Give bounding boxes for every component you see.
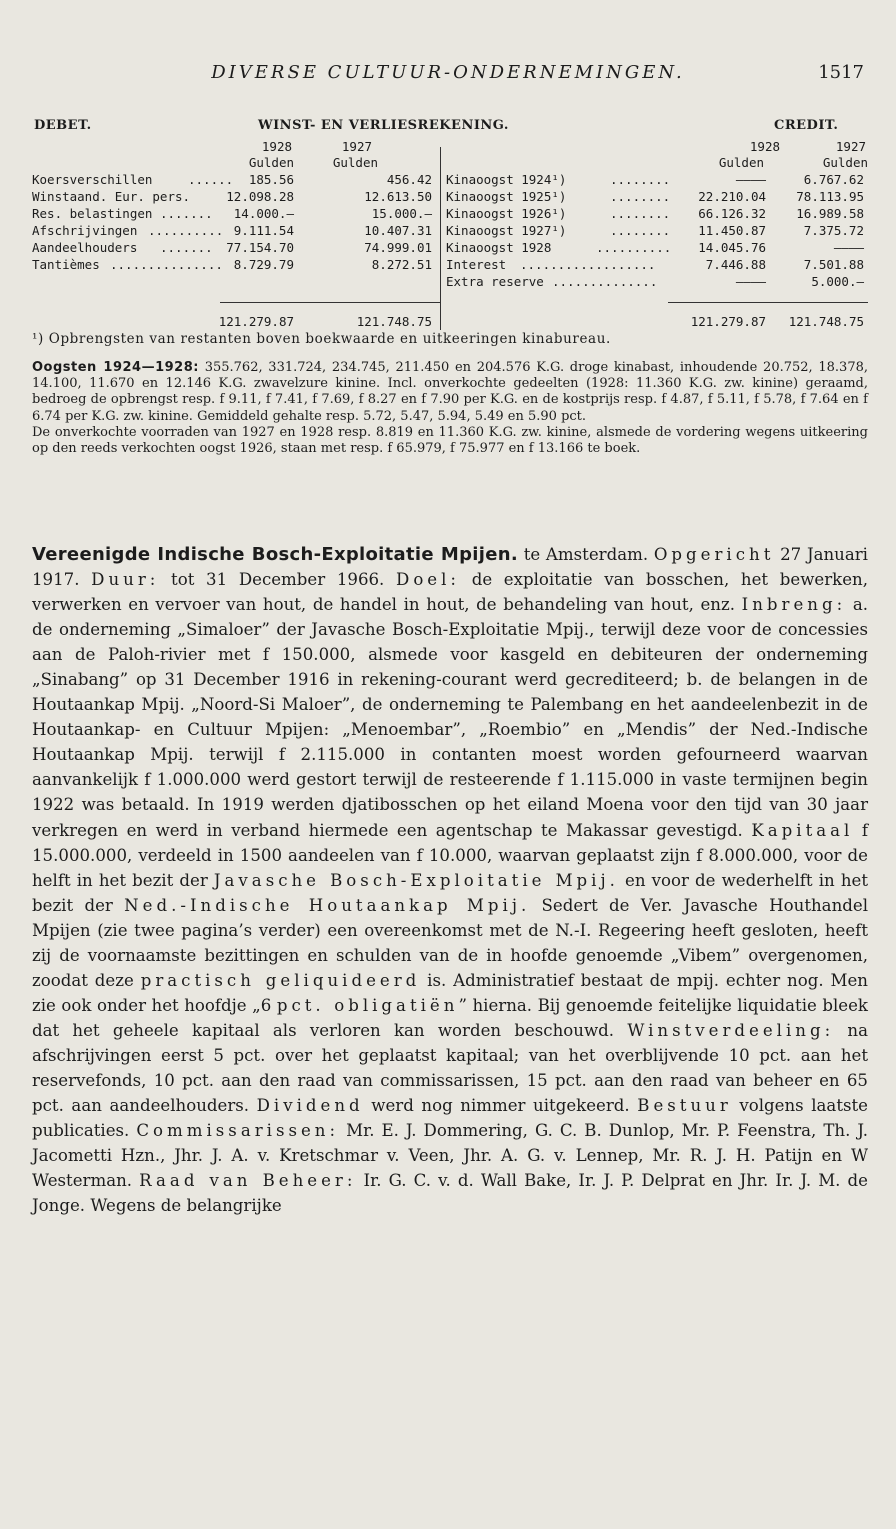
- year-header-row: 1928 1927 1928 1927: [261, 139, 866, 154]
- harvest-heading: Oogsten 1924—1928:: [32, 360, 199, 375]
- unit-header-row: Gulden Gulden Gulden Gulden: [248, 155, 868, 170]
- table-row: Extra reserve .............. ———— 5.000.—: [446, 274, 864, 289]
- debet-label: DEBET.: [34, 118, 92, 133]
- table-row: Koersverschillen ...... 185.56 456.42 Kinaoogst 1924¹) ........ ———— 6.767.62: [32, 172, 864, 187]
- table-row: Winstaand. Eur. pers. 12.098.28 12.613.50 Kinaoogst 1925¹) ........ 22.210.04 78.113.95: [32, 189, 864, 204]
- table-row: Tantièmes ............... 8.729.79 8.272.51 Interest .................. 7.446.88 7.501.88: [32, 257, 864, 272]
- company-paragraph: Vereenigde Indische Bosch-Exploitatie Mpijen. te Amsterdam. Opgericht 27 Januari 1917. Duur: tot 31 December 1966. Doel: de exploitatie van bosschen, het bewerken, verwerken en vervoer van hout, de handel in hout, de behandeling van hout, enz. Inbreng: a. de onderneming „Simaloer” der Javasche Bosch-Exploitatie Mpij., terwijl deze voor de concessies aan de Paloh-rivier met f 150.000, alsmede voor kasgeld en debiteuren der onderneming „Sinabang” op 31 December 1916 in rekening-courant werd gecrediteerd; b. de belangen in de Houtaankap Mpij. „Noord-Si Maloer”, de onderneming te Palembang en het aandeelenbezit in de Houtaankap- en Cultuur Mpijen: „Menoembar”, „Roembio” en „Mendis” der Ned.-Indische Houtaankap Mpij. terwijl f 2.115.000 in contanten moest worden gefourneerd waarvan aanvankelijk f 1.000.000 werd gestort terwijl de resteerende f 1.115.000 in vaste termijnen begin 1922 was betaald. In 1919 werden djatibosschen op het eiland Moena voor den tijd van 30 jaar verkregen en werd in verband hiermede een agentschap te Makassar gevestigd. Kapitaal f 15.000.000, verdeeld in 1500 aandeelen van f 10.000, waarvan geplaatst zijn f 8.000.000, voor de helft in het bezit der Javasche Bosch-Exploitatie Mpij. en voor de wederhelft in het bezit der Ned.-Indische Houtaankap Mpij. Sedert de Ver. Javasche Houthandel Mpijen (zie twee pagina’s verder) een overeenkomst met de N.-I. Regeering heeft gesloten, heeft zij de voornaamste bezittingen en schulden van de in hoofde genoemde „Vibem” overgenomen, zoodat deze practisch geliquideerd is. Administratief bestaat de mpij. echter nog. Men zie ook onder het hoofdje „6 pct. obligatiën” hierna. Bij genoemde feitelijke liquidatie bleek dat het geheele kapitaal als verloren kan worden beschouwd. Winstverdeeling: na afschrijvingen eerst 5 pct. over het geplaatst kapitaal; van het overblijvende 10 pct. aan het reservefonds, 10 pct. aan den raad van commissarissen, 15 pct. aan den raad van beheer en 65 pct. aan aandeelhouders. Dividend werd nog nimmer uitgekeerd. Bestuur volgens laatste publicaties. Commissarissen: Mr. E. J. Dommering, G. C. B. Dunlop, Mr. P. Feenstra, Th. J. Jacometti Hzn., Jhr. J. A. v. Kretschmar v. Veen, Jhr. A. G. v. Lennep, Mr. R. J. H. Patijn en W Westerman. Raad van Beheer: Ir. G. C. v. d. Wall Bake, Ir. J. P. Delprat en Jhr. Ir. J. M. de Jonge. Wegens de belangrijke: [32, 544, 869, 1216]
- table-row: Aandeelhouders ....... 77.154.70 74.999.01 Kinaoogst 1928 .......... 14.045.76 ————: [32, 240, 864, 255]
- page-number: 1517: [818, 62, 864, 83]
- stock-paragraph: De onverkochte voorraden van 1927 en 1928 resp. 8.819 en 11.360 K.G. zw. kinine, alsmede de vordering wegens uitkeering op den reeds verkochten oogst 1926, staan met resp. f 65.979, f 75.977 en f 13.166 te boek.: [32, 424, 868, 457]
- table-footnote: ¹) Opbrengsten van restanten boven boekwaarde en uitkeeringen kinabureau.: [32, 331, 611, 347]
- running-header: [0, 62, 896, 86]
- table-row: Res. belastingen ....... 14.000.— 15.000.— Kinaoogst 1926¹) ........ 66.126.32 16.989.58: [32, 206, 864, 221]
- totals-row: 121.279.87 121.748.75 121.279.87 121.748.75: [218, 314, 864, 329]
- running-title: DIVERSE CULTUUR-ONDERNEMINGEN.: [211, 62, 685, 83]
- account-headings: [0, 118, 896, 138]
- harvest-paragraph: Oogsten 1924—1928: 355.762, 331.724, 234.745, 211.450 en 204.576 K.G. droge kinabast, inhoudende 20.752, 18.378, 14.100, 11.670 en 12.146 K.G. zwavelzure kinine. Incl. onverkochte gedeelten (1928: 11.360 K.G. zw. kinine) geraamd, bedroeg de opbrengst resp. f 9.11, f 7.41, f 7.69, f 8.27 en f 7.90 per K.G. en de kostprijs resp. f 4.87, f 5.11, f 5.78, f 7.64 en f 6.74 per K.G. zw. kinine. Gemiddeld gehalte resp. 5.72, 5.47, 5.94, 5.49 en 5.90 pct.: [32, 360, 868, 424]
- credit-label: CREDIT.: [774, 118, 839, 133]
- account-title: WINST- EN VERLIESREKENING.: [258, 118, 509, 133]
- company-name: Vereenigde Indische Bosch-Exploitatie Mpijen.: [32, 544, 518, 565]
- table-row: Afschrijvingen .......... 9.111.54 10.407.31 Kinaoogst 1927¹) ........ 11.450.87 7.375.72: [32, 223, 864, 238]
- company-entry: [32, 542, 868, 1218]
- debet-total-rule: [220, 302, 440, 303]
- credit-total-rule: [668, 302, 868, 303]
- harvest-section: [32, 360, 868, 457]
